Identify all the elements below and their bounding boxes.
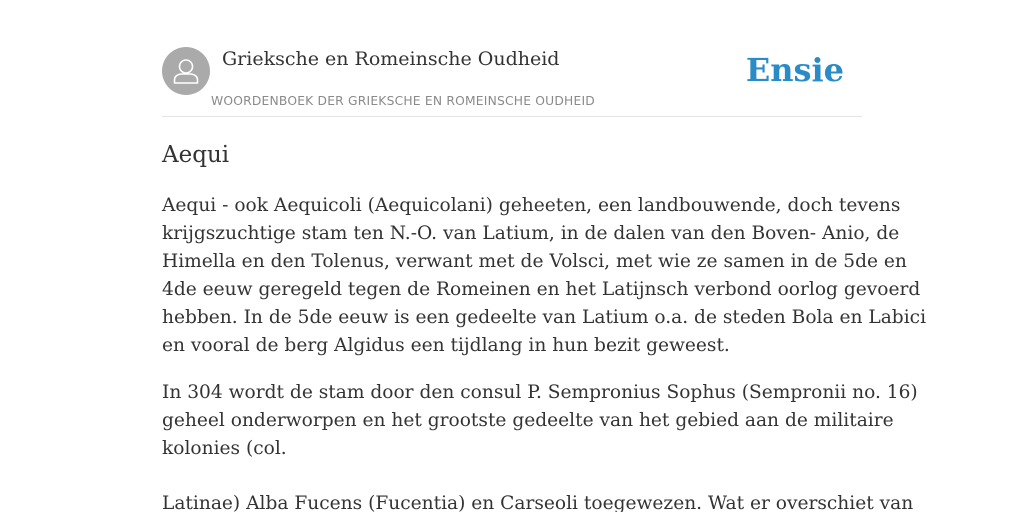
paragraph-line: In 304 wordt de stam door den consul P. Sempronius Sophus (Sempronii no. 16) xyxy=(162,382,918,403)
entry-title: Aequi xyxy=(162,142,230,168)
paragraph-line: 4de eeuw geregeld tegen de Romeinen en het Latijnsch verbond oorlog gevoerd xyxy=(162,279,921,300)
entry-paragraph xyxy=(162,490,913,512)
paragraph-line: Aequi - ook Aequicoli (Aequicolani) geheeten, een landbouwende, doch tevens xyxy=(162,195,901,216)
entry-paragraph xyxy=(162,379,918,463)
paragraph-line: Latinae) Alba Fucens (Fucentia) en Carseoli toegewezen. Wat er overschiet van xyxy=(162,493,914,512)
paragraph-line: en vooral de berg Algidus een tijdlang in hun bezit geweest. xyxy=(162,335,730,356)
ensie-logo[interactable]: Ensie xyxy=(745,51,844,89)
user-icon xyxy=(162,47,210,95)
source-avatar[interactable] xyxy=(162,47,210,95)
paragraph-line: hebben. In de 5de eeuw is een gedeelte van Latium o.a. de steden Bola en Labici xyxy=(162,307,927,328)
paragraph-line: Himella en den Tolenus, verwant met de Volsci, met wie ze samen in de 5de en xyxy=(162,251,907,272)
paragraph-line: kolonies (col. xyxy=(162,438,287,459)
entry-paragraph xyxy=(162,192,926,360)
entry-header xyxy=(162,46,862,117)
source-subtitle: WOORDENBOEK DER GRIEKSCHE EN ROMEINSCHE OUDHEID xyxy=(211,94,595,108)
paragraph-line: krijgszuchtige stam ten N.-O. van Latium, in de dalen van den Boven- Anio, de xyxy=(162,223,900,244)
paragraph-line: geheel onderworpen en het grootste gedeelte van het gebied aan de militaire xyxy=(162,410,894,431)
source-title-link[interactable]: Grieksche en Romeinsche Oudheid xyxy=(222,48,560,70)
